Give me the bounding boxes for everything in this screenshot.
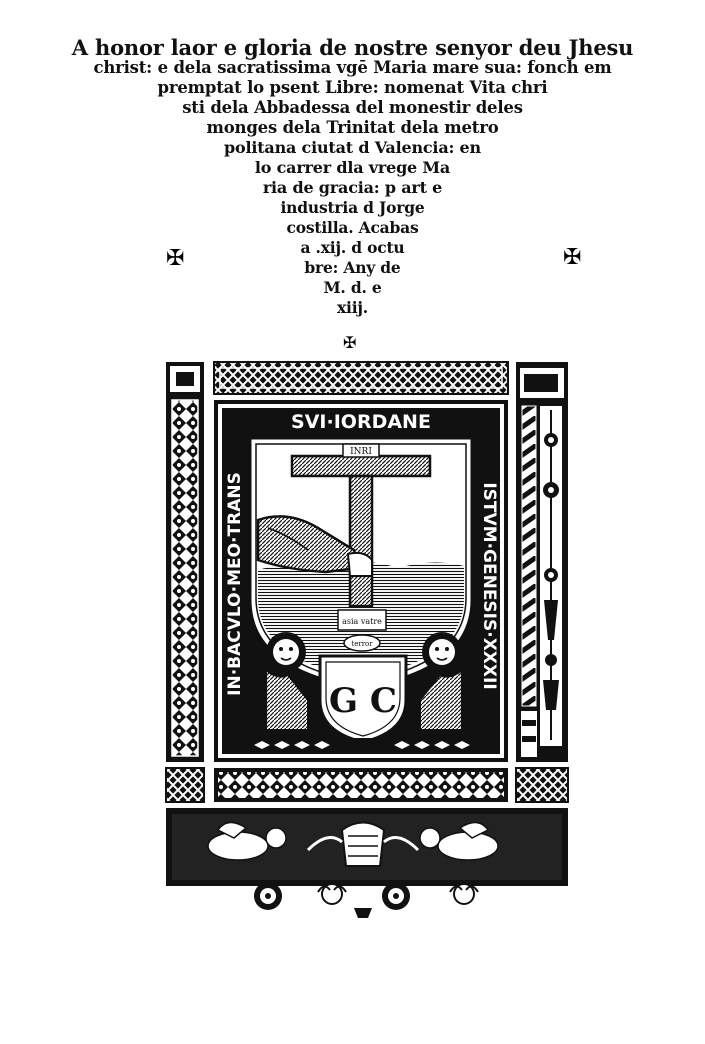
inscription-right: ISTVM·GENESIS·XXXII [479,482,499,690]
cross-ornament-icon: ✠ [166,246,185,271]
small-cross-icon: ✠ [343,333,357,352]
colophon-line: M. d. e [323,278,382,297]
colophon-line: ria de gracia: p art e [262,178,443,197]
colophon-line: xiij. [336,298,369,317]
colophon-line: sti dela Abbadessa del monestir deles [182,98,523,117]
tau-cross [292,456,430,476]
colophon-line: christ: e dela sacratissima vgē Maria mare sua: fonch em [93,58,612,77]
top-border-band [214,362,508,394]
woodcut-svg [158,360,578,920]
banner-text-1: asia vatre [342,617,382,626]
colophon-line: costilla. Acabas [286,218,419,237]
colophon-line: lo carrer dla vrege Ma [254,158,451,177]
printers-device-woodcut [158,360,578,920]
colophon-line: monges dela Trinitat dela metro [206,118,499,137]
cross-ornament-icon: ✠ [563,245,582,270]
inscription-top: SVI·IORDANE [291,411,431,433]
rosette-row [254,882,478,918]
colophon-line: bre: Any de [304,258,401,277]
cross-titulus: INRI [350,447,372,457]
colophon-line: politana ciutat d Valencia: en [224,138,481,157]
inscription-left: IN·BACVLO·MEO·TRANS [225,472,245,696]
shield-monogram: G C [329,681,397,721]
colophon-line: A honor laor e gloria de nostre senyor deu Jhesu [71,35,634,60]
colophon-line: premptat lo psent Libre: nomenat Vita chri [157,78,548,97]
banner-text-2: terror [351,640,373,648]
colophon-text [0,35,705,318]
colophon-line: a .xij. d octu [300,238,405,257]
colophon-line: industria d Jorge [280,198,425,217]
